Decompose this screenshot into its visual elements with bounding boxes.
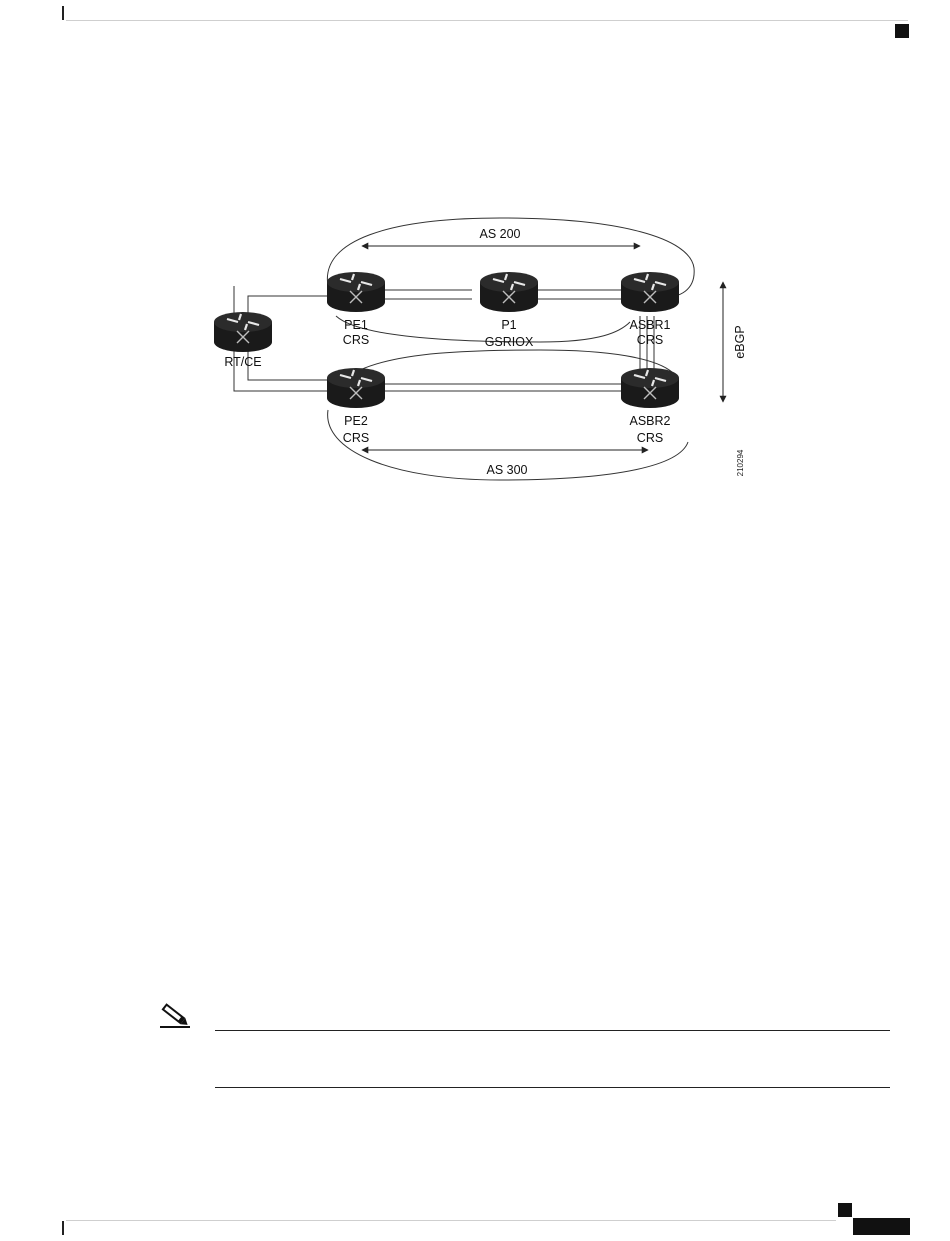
ebgp-label: eBGP bbox=[733, 325, 747, 359]
asbr1-type-label: CRS bbox=[636, 333, 664, 347]
note-top-rule bbox=[215, 1030, 890, 1031]
footer-margin-mark bbox=[62, 1221, 64, 1235]
ce-name-label: RT/CE bbox=[224, 355, 262, 369]
pe2-type-label: CRS bbox=[342, 431, 370, 445]
p1-type-label: GSRIOX bbox=[484, 335, 534, 349]
p1-name-label: P1 bbox=[501, 318, 517, 332]
as200-label: AS 200 bbox=[479, 227, 521, 241]
note-bottom-rule bbox=[215, 1087, 890, 1088]
router-icon-ce bbox=[214, 312, 272, 352]
pencil-note-icon bbox=[158, 1002, 192, 1028]
router-icon-asbr1 bbox=[621, 272, 679, 312]
asbr1-name-label: ASBR1 bbox=[629, 318, 671, 332]
pe1-name-label: PE1 bbox=[344, 318, 368, 332]
router-icon-pe2 bbox=[327, 368, 385, 408]
header-margin-mark bbox=[62, 6, 64, 20]
footer-page-tab bbox=[853, 1218, 910, 1235]
pe2-name-label: PE2 bbox=[344, 414, 368, 428]
router-icon-p1 bbox=[480, 272, 538, 312]
footer-rule bbox=[66, 1220, 836, 1221]
header-rule bbox=[66, 20, 908, 21]
header-corner-mark bbox=[895, 24, 909, 38]
footer-corner-mark bbox=[838, 1203, 852, 1217]
figure-id-label: 210294 bbox=[736, 449, 745, 477]
router-icon-pe1 bbox=[327, 272, 385, 312]
as300-label: AS 300 bbox=[486, 463, 528, 477]
asbr2-name-label: ASBR2 bbox=[629, 414, 671, 428]
pe1-type-label: CRS bbox=[342, 333, 370, 347]
network-topology-diagram bbox=[210, 210, 750, 490]
asbr2-type-label: CRS bbox=[636, 431, 664, 445]
router-icon-asbr2 bbox=[621, 368, 679, 408]
